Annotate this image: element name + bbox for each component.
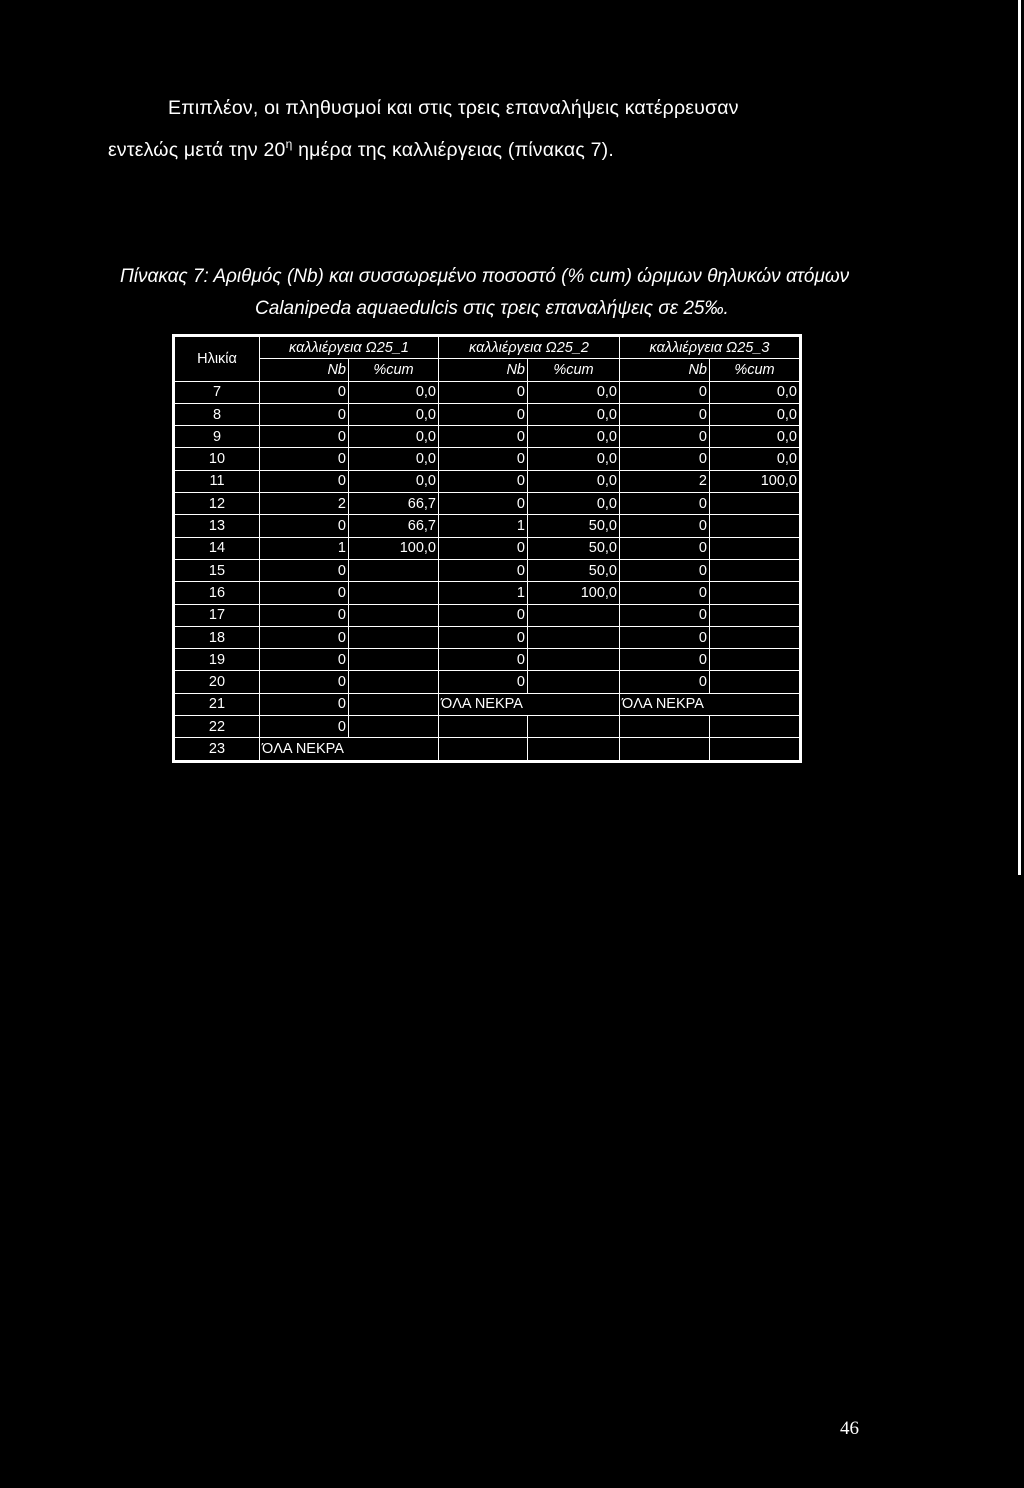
table-row <box>174 381 801 403</box>
age-cell: 15 <box>174 559 260 581</box>
cum-percent-cell <box>349 559 439 581</box>
cum-percent-cell: 0,0 <box>528 426 620 448</box>
nb-cell: 0 <box>439 426 528 448</box>
nb-cell: 0 <box>620 426 710 448</box>
table-row <box>174 448 801 470</box>
age-cell: 12 <box>174 493 260 515</box>
table-row <box>174 604 801 626</box>
cum-percent-cell <box>710 515 801 537</box>
age-cell: 22 <box>174 716 260 738</box>
table-body <box>174 381 801 761</box>
cum-percent-cell <box>710 671 801 693</box>
nb-cell: 0 <box>439 403 528 425</box>
nb-cell: 0 <box>260 716 349 738</box>
nb-cell <box>439 738 528 761</box>
table-row <box>174 716 801 738</box>
age-cell: 21 <box>174 693 260 715</box>
cum-percent-cell <box>710 559 801 581</box>
table-row <box>174 403 801 425</box>
group-header-2: καλλιέργεια Ω25_2 <box>439 336 620 359</box>
nb-cell: 0 <box>439 604 528 626</box>
cum-percent-cell: 66,7 <box>349 515 439 537</box>
nb-cell: 0 <box>439 470 528 492</box>
nb-cell: 0 <box>439 448 528 470</box>
table-row <box>174 582 801 604</box>
cum-percent-cell: 0,0 <box>710 381 801 403</box>
nb-cell: 1 <box>260 537 349 559</box>
cum-percent-cell <box>710 738 801 761</box>
subheader-cum-3: %cum <box>710 359 801 381</box>
cum-percent-cell <box>349 716 439 738</box>
nb-cell: 0 <box>439 626 528 648</box>
nb-cell <box>439 716 528 738</box>
nb-cell: 0 <box>620 403 710 425</box>
cum-percent-cell <box>528 649 620 671</box>
table-row <box>174 515 801 537</box>
subheader-cum-2: %cum <box>528 359 620 381</box>
age-cell: 16 <box>174 582 260 604</box>
table-row <box>174 649 801 671</box>
nb-cell: 0 <box>260 448 349 470</box>
age-cell: 7 <box>174 381 260 403</box>
age-cell: 9 <box>174 426 260 448</box>
nb-cell: 0 <box>439 649 528 671</box>
cum-percent-cell: 0,0 <box>528 448 620 470</box>
age-cell: 10 <box>174 448 260 470</box>
nb-cell: 1 <box>439 515 528 537</box>
age-header: Ηλικία <box>174 336 260 382</box>
table-row <box>174 470 801 492</box>
paragraph-line-2-start: εντελώς μετά την 20 <box>108 139 286 161</box>
nb-cell: 0 <box>260 582 349 604</box>
paragraph-line-2 <box>108 139 1024 162</box>
nb-cell: 0 <box>260 693 349 715</box>
cum-percent-cell <box>528 716 620 738</box>
cum-percent-cell: 0,0 <box>349 470 439 492</box>
cum-percent-cell <box>349 671 439 693</box>
subheader-cum-1: %cum <box>349 359 439 381</box>
cum-percent-cell <box>710 537 801 559</box>
table-caption-line-2: Calanipeda aquaedulcis στις τρεις επαναλήψεις σε 25‰. <box>255 298 729 319</box>
table-row <box>174 537 801 559</box>
cum-percent-cell <box>349 626 439 648</box>
cum-percent-cell <box>528 626 620 648</box>
age-cell: 19 <box>174 649 260 671</box>
cum-percent-cell <box>528 671 620 693</box>
cum-percent-cell: 50,0 <box>528 515 620 537</box>
nb-cell: 0 <box>620 582 710 604</box>
age-cell: 17 <box>174 604 260 626</box>
nb-cell: 0 <box>260 626 349 648</box>
cum-percent-cell <box>710 716 801 738</box>
nb-cell <box>620 716 710 738</box>
cum-percent-cell <box>710 626 801 648</box>
cum-percent-cell: 50,0 <box>528 559 620 581</box>
table-row <box>174 559 801 581</box>
nb-cell: 0 <box>260 649 349 671</box>
nb-cell: 0 <box>260 426 349 448</box>
nb-cell: 0 <box>620 515 710 537</box>
nb-cell: 0 <box>620 604 710 626</box>
nb-cell: 0 <box>620 448 710 470</box>
cum-percent-cell <box>349 649 439 671</box>
cum-percent-cell: 0,0 <box>528 493 620 515</box>
cum-percent-cell <box>349 604 439 626</box>
table-row <box>174 426 801 448</box>
cum-percent-cell <box>528 738 620 761</box>
page-edge-line <box>1018 0 1021 875</box>
page-number: 46 <box>840 1418 859 1439</box>
nb-cell: 2 <box>260 493 349 515</box>
paragraph-line-1: Επιπλέον, οι πληθυσμοί και στις τρεις επαναλήψεις κατέρρευσαν <box>168 97 739 119</box>
nb-cell: 0 <box>620 493 710 515</box>
group-header-3: καλλιέργεια Ω25_3 <box>620 336 801 359</box>
cum-percent-cell: 66,7 <box>349 493 439 515</box>
nb-cell: 0 <box>260 470 349 492</box>
cum-percent-cell: 0,0 <box>349 448 439 470</box>
age-cell: 11 <box>174 470 260 492</box>
age-cell: 20 <box>174 671 260 693</box>
all-dead-cell: ΌΛΑ ΝΕΚΡΑ <box>439 693 620 715</box>
nb-cell: 2 <box>620 470 710 492</box>
cum-percent-cell: 0,0 <box>349 426 439 448</box>
nb-cell: 0 <box>260 559 349 581</box>
table-row <box>174 671 801 693</box>
cum-percent-cell: 0,0 <box>528 403 620 425</box>
table-caption-line-1: Πίνακας 7: Αριθμός (Nb) και συσσωρεμένο ποσοστό (% cum) ώριμων θηλυκών ατόμων <box>120 266 850 287</box>
cum-percent-cell: 0,0 <box>349 403 439 425</box>
paragraph-line-2-end: ημέρα της καλλιέργειας (πίνακας 7). <box>292 139 614 161</box>
cum-percent-cell <box>349 693 439 715</box>
age-cell: 8 <box>174 403 260 425</box>
cum-percent-cell: 100,0 <box>349 537 439 559</box>
ordinal-superscript: η <box>285 137 293 151</box>
nb-cell: 0 <box>620 559 710 581</box>
data-table <box>172 334 802 763</box>
nb-cell: 0 <box>439 671 528 693</box>
cum-percent-cell <box>349 582 439 604</box>
nb-cell: 0 <box>260 403 349 425</box>
age-cell: 18 <box>174 626 260 648</box>
all-dead-cell: ΌΛΑ ΝΕΚΡΑ <box>260 738 439 761</box>
cum-percent-cell <box>710 604 801 626</box>
all-dead-cell: ΌΛΑ ΝΕΚΡΑ <box>620 693 801 715</box>
cum-percent-cell <box>710 649 801 671</box>
cum-percent-cell: 50,0 <box>528 537 620 559</box>
nb-cell: 0 <box>620 626 710 648</box>
age-cell: 14 <box>174 537 260 559</box>
nb-cell: 0 <box>620 537 710 559</box>
cum-percent-cell: 100,0 <box>710 470 801 492</box>
cum-percent-cell: 0,0 <box>528 470 620 492</box>
cum-percent-cell: 0,0 <box>528 381 620 403</box>
cum-percent-cell: 100,0 <box>528 582 620 604</box>
nb-cell: 0 <box>260 381 349 403</box>
nb-cell: 1 <box>439 582 528 604</box>
nb-cell: 0 <box>439 537 528 559</box>
table-row <box>174 693 801 715</box>
table-row <box>174 493 801 515</box>
age-cell: 23 <box>174 738 260 761</box>
cum-percent-cell: 0,0 <box>710 448 801 470</box>
cum-percent-cell: 0,0 <box>349 381 439 403</box>
cum-percent-cell: 0,0 <box>710 403 801 425</box>
nb-cell <box>620 738 710 761</box>
cum-percent-cell: 0,0 <box>710 426 801 448</box>
nb-cell: 0 <box>620 649 710 671</box>
subheader-nb-1: Nb <box>260 359 349 381</box>
cum-percent-cell <box>528 604 620 626</box>
subheader-nb-3: Nb <box>620 359 710 381</box>
cum-percent-cell <box>710 493 801 515</box>
nb-cell: 0 <box>439 493 528 515</box>
group-header-1: καλλιέργεια Ω25_1 <box>260 336 439 359</box>
nb-cell: 0 <box>260 671 349 693</box>
subheader-nb-2: Nb <box>439 359 528 381</box>
table-row <box>174 738 801 761</box>
nb-cell: 0 <box>439 381 528 403</box>
nb-cell: 0 <box>439 559 528 581</box>
age-cell: 13 <box>174 515 260 537</box>
nb-cell: 0 <box>260 515 349 537</box>
table-row <box>174 626 801 648</box>
nb-cell: 0 <box>620 671 710 693</box>
cum-percent-cell <box>710 582 801 604</box>
nb-cell: 0 <box>260 604 349 626</box>
nb-cell: 0 <box>620 381 710 403</box>
